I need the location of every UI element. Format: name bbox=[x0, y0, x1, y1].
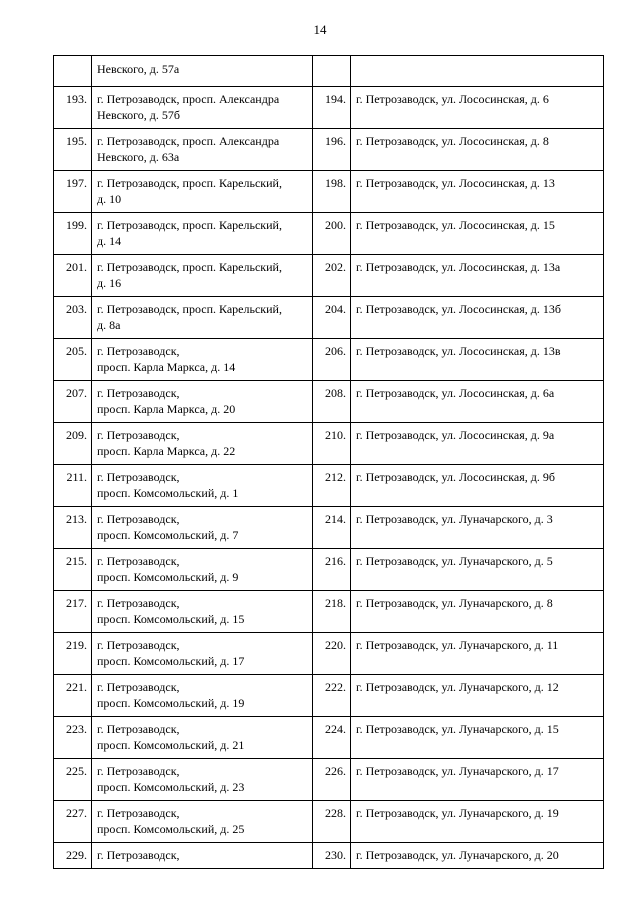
table-row bbox=[54, 171, 604, 213]
address-cell bbox=[92, 843, 313, 869]
address-cell: г. Петрозаводск, ул. Луначарского, д. 5 bbox=[351, 549, 604, 591]
row-number: 201. bbox=[54, 255, 92, 297]
address-cell bbox=[92, 717, 313, 759]
address-cell: г. Петрозаводск, ул. Луначарского, д. 20 bbox=[351, 843, 604, 869]
row-number: 193. bbox=[54, 87, 92, 129]
row-number: 216. bbox=[313, 549, 351, 591]
address-cell: г. Петрозаводск, ул. Луначарского, д. 8 bbox=[351, 591, 604, 633]
table-row bbox=[54, 675, 604, 717]
address-cell: г. Петрозаводск, ул. Лососинская, д. 13 bbox=[351, 171, 604, 213]
row-number: 204. bbox=[313, 297, 351, 339]
row-number: 223. bbox=[54, 717, 92, 759]
address-cell: г. Петрозаводск, ул. Луначарского, д. 12 bbox=[351, 675, 604, 717]
row-number: 195. bbox=[54, 129, 92, 171]
row-number: 194. bbox=[313, 87, 351, 129]
row-number: 221. bbox=[54, 675, 92, 717]
row-number: 220. bbox=[313, 633, 351, 675]
address-cell bbox=[92, 633, 313, 675]
row-number: 229. bbox=[54, 843, 92, 869]
address-line: просп. Комсомольский, д. 19 bbox=[97, 696, 245, 710]
address-line: просп. Карла Маркса, д. 14 bbox=[97, 360, 236, 374]
address-line: г. Петрозаводск, bbox=[97, 806, 180, 820]
table-row bbox=[54, 255, 604, 297]
row-number: 226. bbox=[313, 759, 351, 801]
address-line: г. Петрозаводск, просп. Карельский, bbox=[97, 176, 282, 190]
page-number: 14 bbox=[313, 22, 327, 37]
row-number: 205. bbox=[54, 339, 92, 381]
table-row bbox=[54, 129, 604, 171]
address-cell bbox=[351, 56, 604, 87]
row-number: 214. bbox=[313, 507, 351, 549]
address-table-body bbox=[54, 56, 604, 869]
address-line: г. Петрозаводск, bbox=[97, 596, 180, 610]
address-cell: г. Петрозаводск, ул. Лососинская, д. 9а bbox=[351, 423, 604, 465]
address-line: г. Петрозаводск, bbox=[97, 386, 180, 400]
row-number: 206. bbox=[313, 339, 351, 381]
table-row bbox=[54, 549, 604, 591]
table-row bbox=[54, 297, 604, 339]
address-line: г. Петрозаводск, просп. Карельский, bbox=[97, 260, 282, 274]
address-cell bbox=[92, 87, 313, 129]
address-line: просп. Комсомольский, д. 15 bbox=[97, 612, 245, 626]
address-cell: г. Петрозаводск, ул. Лососинская, д. 13а bbox=[351, 255, 604, 297]
row-number: 198. bbox=[313, 171, 351, 213]
row-number: 213. bbox=[54, 507, 92, 549]
table-row bbox=[54, 633, 604, 675]
table-row bbox=[54, 381, 604, 423]
address-cell bbox=[92, 591, 313, 633]
address-cell: г. Петрозаводск, ул. Луначарского, д. 19 bbox=[351, 801, 604, 843]
row-number: 230. bbox=[313, 843, 351, 869]
address-line: г. Петрозаводск, bbox=[97, 344, 180, 358]
address-line: г. Петрозаводск, bbox=[97, 428, 180, 442]
row-number: 210. bbox=[313, 423, 351, 465]
row-number-cell bbox=[313, 56, 351, 87]
address-cell: г. Петрозаводск, ул. Лососинская, д. 13в bbox=[351, 339, 604, 381]
address-cell: Невского, д. 57а bbox=[92, 56, 313, 87]
address-line: просп. Комсомольский, д. 7 bbox=[97, 528, 239, 542]
address-line: г. Петрозаводск, просп. Карельский, bbox=[97, 218, 282, 232]
address-line: г. Петрозаводск, просп. Александра bbox=[97, 92, 280, 106]
address-line: д. 16 bbox=[97, 276, 122, 290]
row-number: 199. bbox=[54, 213, 92, 255]
row-number: 197. bbox=[54, 171, 92, 213]
row-number: 218. bbox=[313, 591, 351, 633]
address-line: г. Петрозаводск, просп. Карельский, bbox=[97, 302, 282, 316]
address-line: д. 10 bbox=[97, 192, 122, 206]
address-cell bbox=[92, 381, 313, 423]
row-number: 209. bbox=[54, 423, 92, 465]
address-cell: г. Петрозаводск, ул. Луначарского, д. 17 bbox=[351, 759, 604, 801]
address-cell bbox=[92, 213, 313, 255]
table-row bbox=[54, 87, 604, 129]
table-row bbox=[54, 591, 604, 633]
address-cell: г. Петрозаводск, ул. Луначарского, д. 11 bbox=[351, 633, 604, 675]
address-cell bbox=[92, 801, 313, 843]
row-number: 208. bbox=[313, 381, 351, 423]
address-cell: г. Петрозаводск, ул. Лососинская, д. 13б bbox=[351, 297, 604, 339]
address-cell: г. Петрозаводск, ул. Лососинская, д. 8 bbox=[351, 129, 604, 171]
row-number: 217. bbox=[54, 591, 92, 633]
address-line: д. 8а bbox=[97, 318, 121, 332]
table-row bbox=[54, 843, 604, 869]
address-line: г. Петрозаводск, просп. Александра bbox=[97, 134, 280, 148]
address-line: г. Петрозаводск, bbox=[97, 512, 180, 526]
address-line: просп. Комсомольский, д. 1 bbox=[97, 486, 239, 500]
address-cell bbox=[92, 255, 313, 297]
address-line: г. Петрозаводск, bbox=[97, 554, 180, 568]
row-number: 200. bbox=[313, 213, 351, 255]
address-line: г. Петрозаводск, bbox=[97, 680, 180, 694]
address-cell: г. Петрозаводск, ул. Луначарского, д. 15 bbox=[351, 717, 604, 759]
address-cell bbox=[92, 129, 313, 171]
table-row bbox=[54, 213, 604, 255]
row-number: 203. bbox=[54, 297, 92, 339]
address-line: Невского, д. 63а bbox=[97, 150, 180, 164]
address-cell: г. Петрозаводск, ул. Лососинская, д. 6 bbox=[351, 87, 604, 129]
row-number: 196. bbox=[313, 129, 351, 171]
address-cell: г. Петрозаводск, ул. Лососинская, д. 9б bbox=[351, 465, 604, 507]
address-line: г. Петрозаводск, bbox=[97, 470, 180, 484]
address-line: просп. Комсомольский, д. 9 bbox=[97, 570, 239, 584]
address-line: г. Петрозаводск, bbox=[97, 848, 180, 862]
row-number: 228. bbox=[313, 801, 351, 843]
table-row bbox=[54, 465, 604, 507]
address-line: г. Петрозаводск, bbox=[97, 638, 180, 652]
address-cell: г. Петрозаводск, ул. Лососинская, д. 15 bbox=[351, 213, 604, 255]
address-line: Невского, д. 57б bbox=[97, 108, 180, 122]
table-row bbox=[54, 56, 604, 87]
address-line: просп. Комсомольский, д. 25 bbox=[97, 822, 245, 836]
row-number: 222. bbox=[313, 675, 351, 717]
row-number: 207. bbox=[54, 381, 92, 423]
address-cell bbox=[92, 759, 313, 801]
address-table bbox=[53, 55, 604, 869]
address-cell bbox=[92, 465, 313, 507]
address-line: г. Петрозаводск, bbox=[97, 722, 180, 736]
row-number: 227. bbox=[54, 801, 92, 843]
address-line: г. Петрозаводск, bbox=[97, 764, 180, 778]
address-cell bbox=[92, 549, 313, 591]
address-cell bbox=[92, 675, 313, 717]
address-line: просп. Комсомольский, д. 23 bbox=[97, 780, 245, 794]
row-number-cell bbox=[54, 56, 92, 87]
address-line: просп. Комсомольский, д. 17 bbox=[97, 654, 245, 668]
address-line: д. 14 bbox=[97, 234, 122, 248]
address-line: просп. Карла Маркса, д. 20 bbox=[97, 402, 236, 416]
address-cell bbox=[92, 423, 313, 465]
row-number: 224. bbox=[313, 717, 351, 759]
table-row bbox=[54, 507, 604, 549]
row-number: 211. bbox=[54, 465, 92, 507]
row-number: 219. bbox=[54, 633, 92, 675]
table-row bbox=[54, 759, 604, 801]
address-cell bbox=[92, 507, 313, 549]
address-line: просп. Комсомольский, д. 21 bbox=[97, 738, 245, 752]
table-row bbox=[54, 801, 604, 843]
table-row bbox=[54, 717, 604, 759]
row-number: 225. bbox=[54, 759, 92, 801]
address-line: просп. Карла Маркса, д. 22 bbox=[97, 444, 236, 458]
address-cell: г. Петрозаводск, ул. Луначарского, д. 3 bbox=[351, 507, 604, 549]
address-cell: г. Петрозаводск, ул. Лососинская, д. 6а bbox=[351, 381, 604, 423]
row-number: 212. bbox=[313, 465, 351, 507]
address-cell bbox=[92, 339, 313, 381]
address-cell bbox=[92, 297, 313, 339]
table-row bbox=[54, 339, 604, 381]
table-row bbox=[54, 423, 604, 465]
address-cell bbox=[92, 171, 313, 213]
row-number: 202. bbox=[313, 255, 351, 297]
row-number: 215. bbox=[54, 549, 92, 591]
